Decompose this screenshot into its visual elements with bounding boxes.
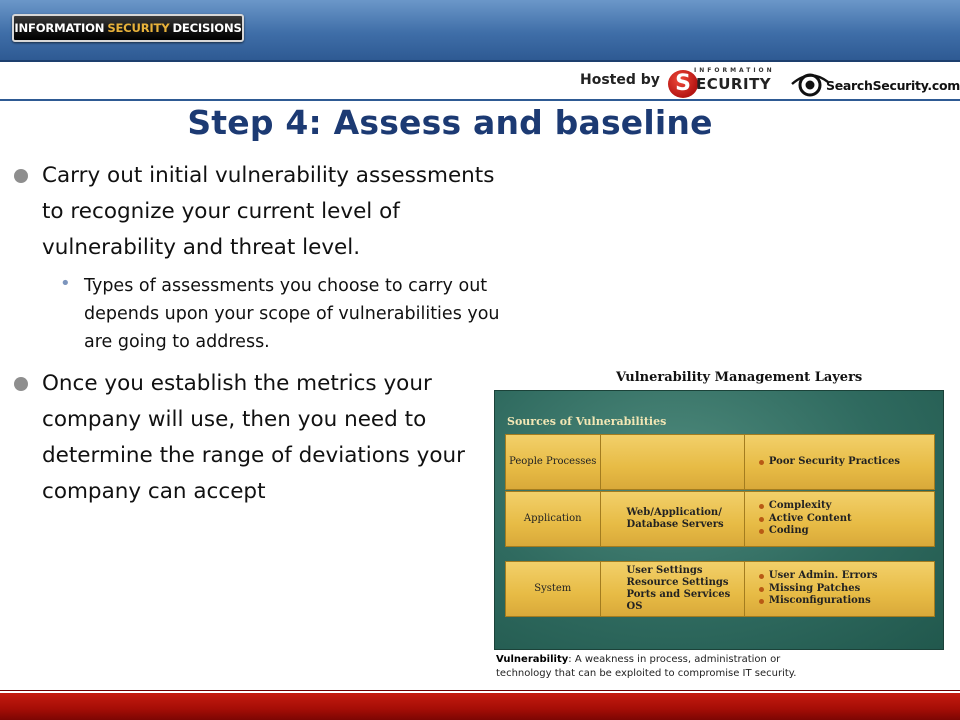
layer-source-cell	[601, 435, 745, 489]
sub-bullet-assessment-types: • Types of assessments you choose to carry out depends upon your scope of vulnerabilities you are going to address.	[84, 272, 504, 356]
vulnerability-layers-figure	[494, 390, 944, 650]
source-item: OS	[626, 601, 643, 612]
layer-source-cell	[601, 492, 745, 546]
conference-logo	[12, 14, 244, 42]
layer-name: People	[509, 456, 543, 467]
issue-item: Missing Patches	[759, 583, 878, 596]
layer-source-cell	[601, 562, 745, 616]
source-item: Ports and Services	[626, 589, 731, 600]
source-item: Database Servers	[626, 519, 724, 530]
hosted-by-label: Hosted by	[580, 72, 660, 88]
figure-caption	[496, 653, 816, 681]
issue-item: Complexity	[759, 500, 852, 513]
searchsecurity-logo	[790, 68, 960, 98]
layer-name: Application	[523, 513, 582, 524]
issue-item: Coding	[759, 525, 852, 538]
searchsecurity-logo-text: SearchSecurity.com	[826, 78, 960, 93]
caption-text: : A weakness in process, administration or technology that can be exploited to compromise IT security.	[496, 654, 797, 679]
infosec-logo-word: ECURITY	[696, 75, 772, 93]
issue-item: Active Content	[759, 513, 852, 526]
logo-word-information: INFORMATION	[14, 21, 105, 35]
sponsor-divider	[0, 99, 960, 101]
bullet-list	[14, 158, 504, 510]
logo-word-decisions: DECISIONS	[172, 21, 242, 35]
infosec-logo-top-text: INFORMATION	[694, 67, 775, 74]
figure-title: Vulnerability Management Layers	[616, 370, 863, 385]
layer-issues-cell	[745, 562, 934, 616]
footer-divider	[0, 690, 960, 691]
issue-item: Misconfigurations	[759, 595, 878, 608]
layer-name-cell	[506, 562, 601, 616]
infosec-logo-mark: S	[668, 70, 698, 98]
layer-issues-cell	[745, 492, 934, 546]
layer-row-application	[505, 491, 935, 547]
layer-name-cell	[506, 435, 601, 489]
layer-row-system	[505, 561, 935, 617]
layer-name-cell	[506, 492, 601, 546]
layer-issues-cell	[745, 435, 934, 489]
source-item: User Settings	[626, 565, 703, 576]
source-item: Web/Application/	[626, 507, 722, 518]
logo-word-security: SECURITY	[107, 21, 170, 35]
bullet-initial-assessments: Carry out initial vulnerability assessments to recognize your current level of vulnerability and threat level.	[14, 158, 504, 266]
caption-term: Vulnerability	[496, 654, 569, 665]
header-banner	[0, 0, 960, 62]
layer-row-people	[505, 434, 935, 490]
information-security-logo	[666, 67, 774, 99]
issue-item: User Admin. Errors	[759, 570, 878, 583]
issue-item: Poor Security Practices	[759, 456, 900, 469]
figure-board-title: Sources of Vulnerabilities	[507, 415, 667, 428]
eye-icon	[790, 68, 830, 98]
slide-title: Step 4: Assess and baseline	[187, 103, 713, 142]
footer-bar	[0, 693, 960, 720]
source-item: Resource Settings	[626, 577, 729, 588]
layer-name: System	[534, 583, 572, 594]
bullet-metrics-deviations: Once you establish the metrics your company will use, then you need to determine the range of deviations your company can accept	[14, 366, 504, 510]
layer-name: Processes	[546, 456, 597, 467]
